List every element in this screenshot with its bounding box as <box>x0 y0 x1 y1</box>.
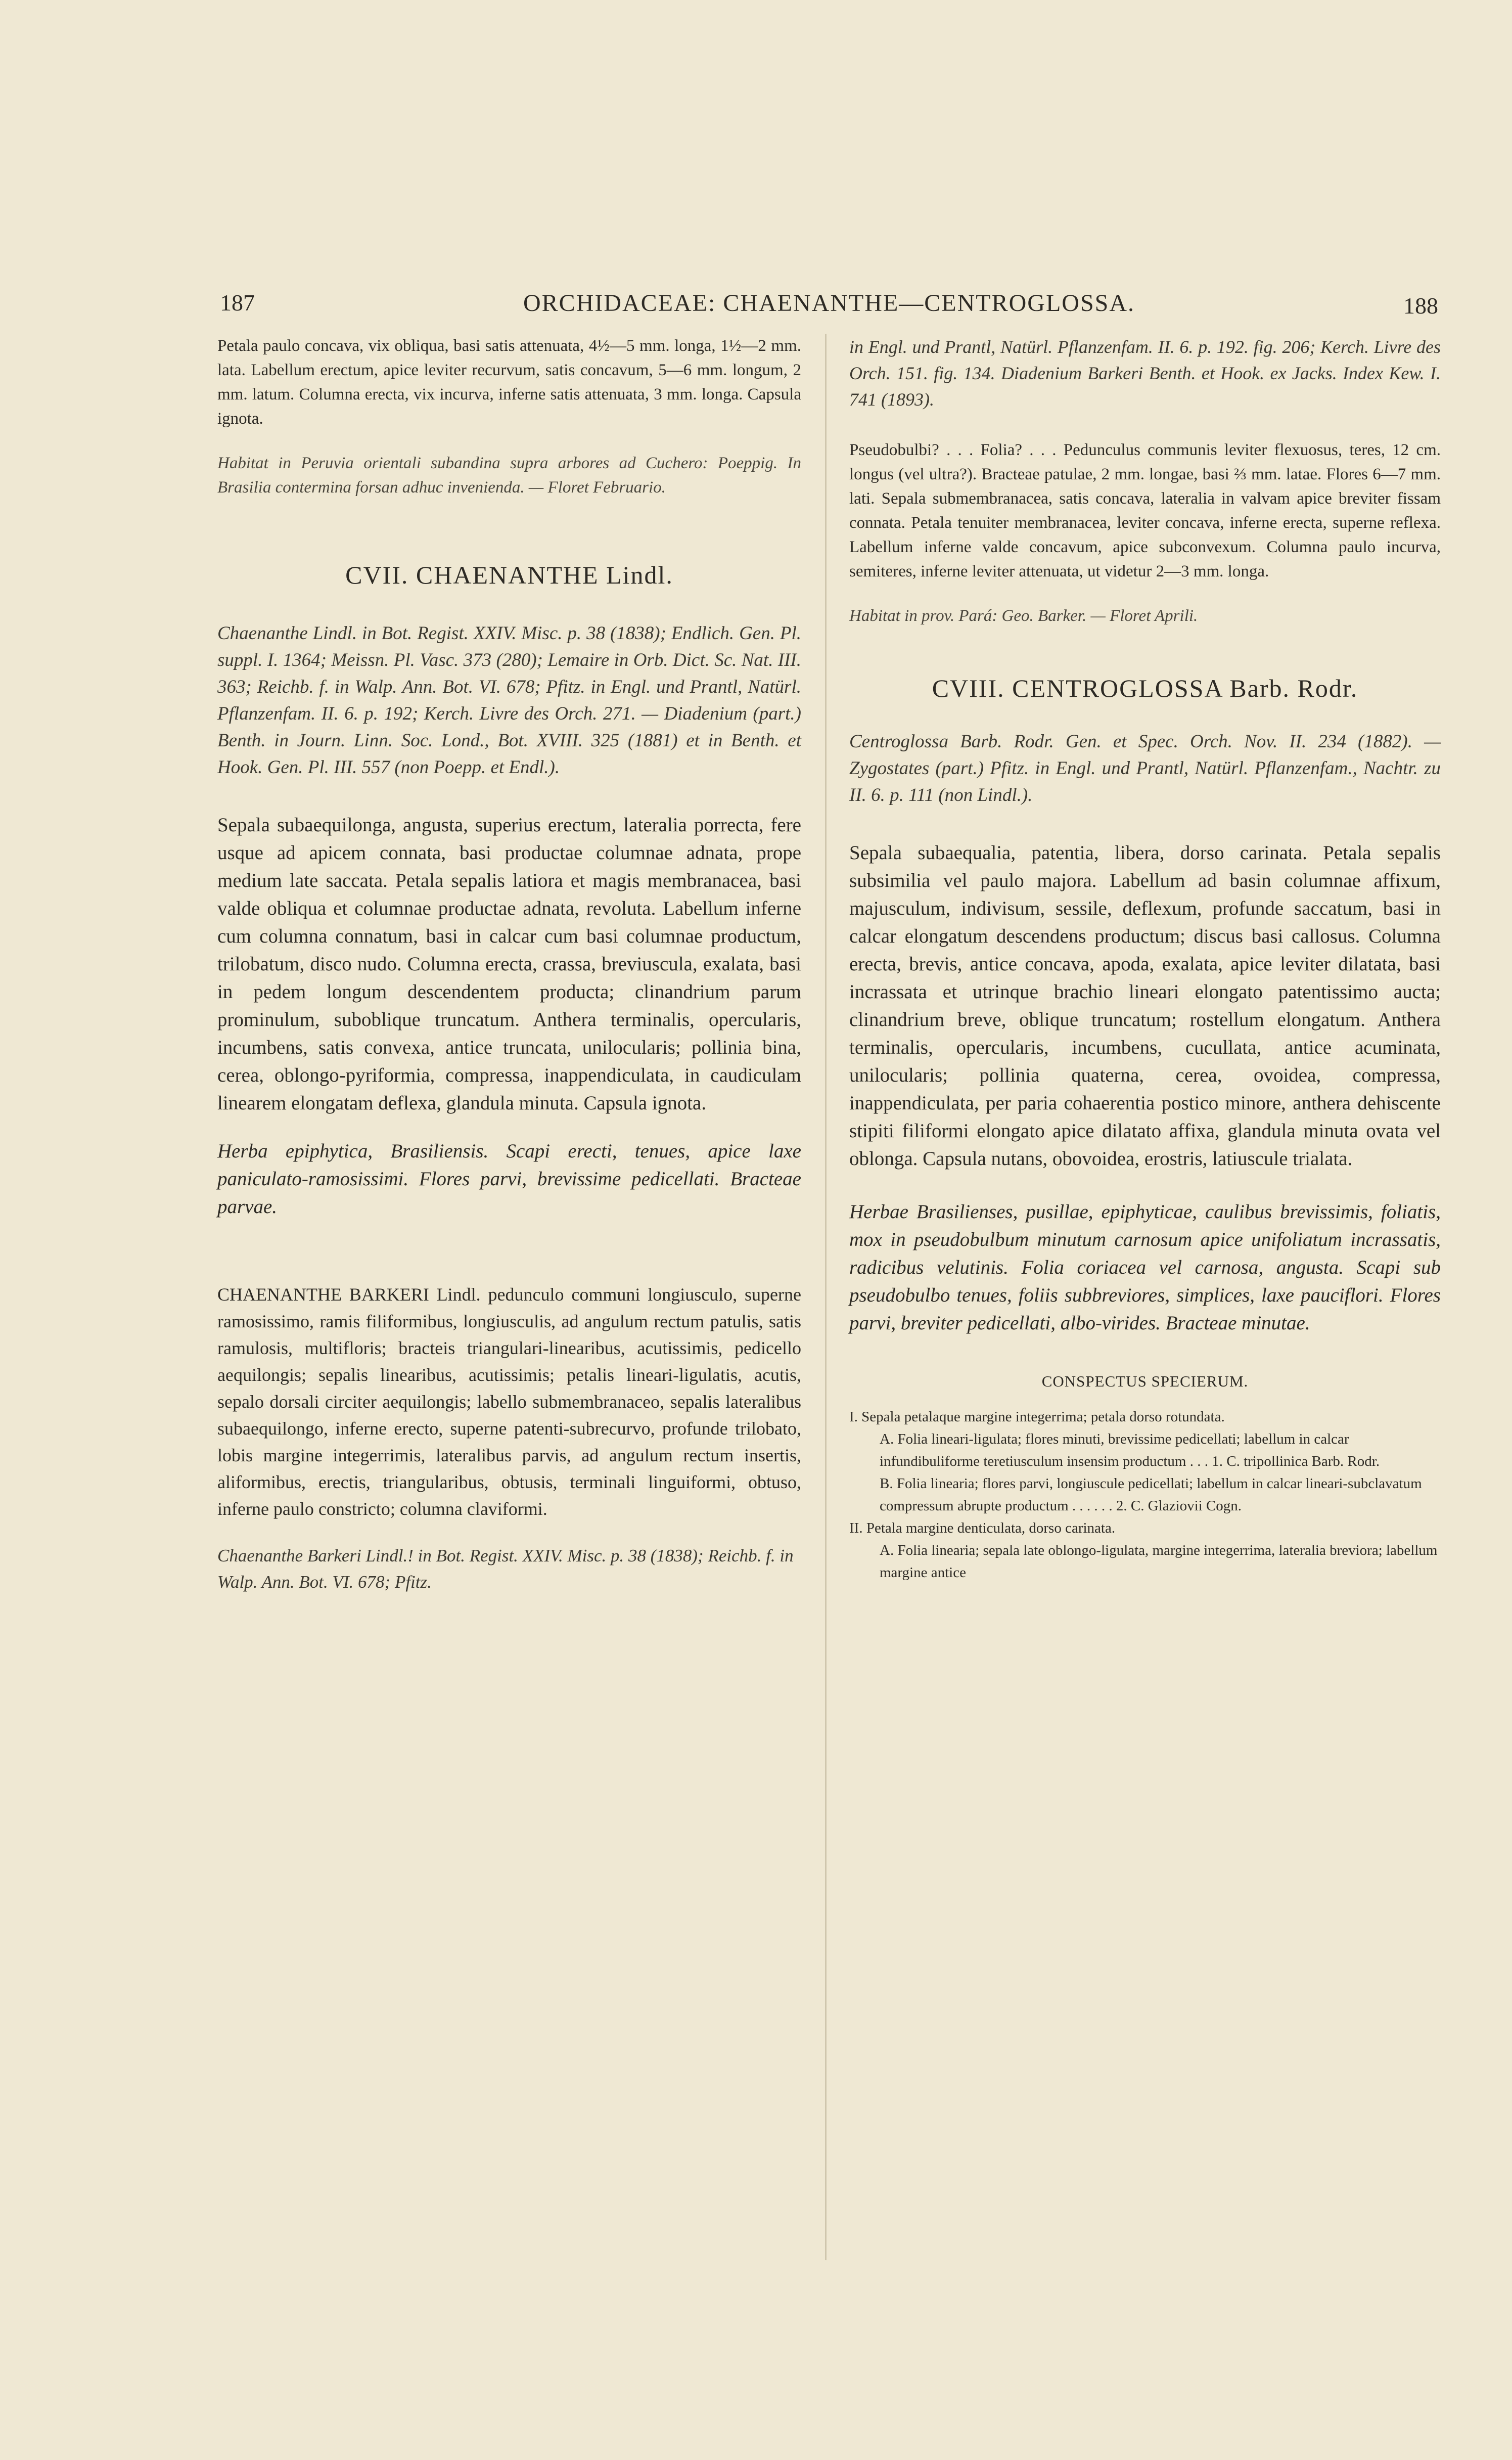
left-column <box>217 334 801 1595</box>
key-line: B. Folia linearia; flores parvi, longiuscule pedicellati; labellum in calcar lineari-subclavatum compressum abrupte productum . . . . . . 2. C. Glaziovii Cogn. <box>880 1475 1422 1514</box>
key-line: I. Sepala petalaque margine integerrima; petala dorso rotundata. <box>849 1409 1225 1425</box>
page-header <box>220 289 1438 325</box>
genus-description: Sepala subaequilonga, angusta, superius erectum, lateralia porrecta, fere usque ad apicem connata, basi productae columnae adnata, prope medium late saccata. Petala sepalis latiora et magis membranacea, basi valde obliqua et columnae productae adnata, revoluta. Labellum inferne cum columna connatum, basi in calcar cum basi columnae productum, trilobatum, disco nudo. Columna erecta, crassa, breviuscula, exalata, basi in pedem longum descendentem producta; clinandrium parum prominulum, suboblique truncatum. Anthera terminalis, opercularis, incumbens, satis convexa, antice truncata, unilocularis; pollinia bina, cerea, oblongo-pyriformia, compressa, inappendiculata, in caudiculam linearem elongatam deflexa, glandula minuta. Capsula ignota. <box>217 814 801 1114</box>
key-line: A. Folia lineari-ligulata; flores minuti, brevissime pedicellati; labellum in calcar infundibuliforme teretiusculum insensim productum . . . 1. C. tripollinica Barb. Rodr. <box>880 1431 1380 1469</box>
previous-species-description: Petala paulo concava, vix obliqua, basi satis attenuata, 4½—5 mm. longa, 1½—2 mm. lata. Labellum erectum, apice leviter recurvum, satis concavum, 5—6 mm. longum, 2 mm. latum. Columna erecta, vix incurva, inferne satis attenuata, 3 mm. longa. Capsula ignota. <box>217 337 801 428</box>
continued-references: in Engl. und Prantl, Natürl. Pflanzenfam. II. 6. p. 192. fig. 206; Kerch. Livre des Orch. 151. fig. 134. Diadenium Barkeri Benth. et Hook. ex Jacks. Index Kew. I. 741 (1893). <box>849 337 1441 410</box>
column-divider <box>825 334 827 2260</box>
species-habitat: Habitat in prov. Pará: Geo. Barker. — Floret Aprili. <box>849 607 1198 625</box>
key-line: II. Petala margine denticulata, dorso carinata. <box>849 1520 1116 1536</box>
genus-habit: Herba epiphytica, Brasiliensis. Scapi erecti, tenues, apice laxe paniculato-ramosissimi. Flores parvi, brevissime pedicellati. Bracteae parvae. <box>217 1140 801 1218</box>
centroglossa-references: Centroglossa Barb. Rodr. Gen. et Spec. Orch. Nov. II. 234 (1882). — Zygostates (part.) Pfitz. in Engl. und Prantl, Natürl. Pflanzenfam., Nachtr. zu II. 6. p. 111 (non Lindl.). <box>849 731 1441 806</box>
species-measurements: Pseudobulbi? . . . Folia? . . . Pedunculus communis leviter flexuosus, teres, 12 cm. longus (vel ultra?). Bracteae patulae, 2 mm. longae, basi ⅔ mm. latae. Flores 6—7 mm. lati. Sepala submembranacea, satis concava, lateralia in valvam apice breviter fissam connata. Petala tenuiter membranacea, leviter concava, inferne erecta, superne reflexa. Labellum inferne valde concavum, apice subconvexum. Columna paulo incurva, semiteres, inferne leviter attenuata, ut videtur 2—3 mm. longa. <box>849 441 1441 580</box>
centroglossa-description: Sepala subaequalia, patentia, libera, dorso carinata. Petala sepalis subsimilia vel paulo majora. Labellum ad basin columnae affixum, majusculum, indivisum, sessile, deflexum, profunde saccatum, basi in calcar elongatum descendens productum; discus basi callosus. Columna erecta, brevis, antice concava, apoda, exalata, apice leviter dilatata, basi incrassata et utrinque brachio lineari elongato patentissimo aucta; clinandrium breve, oblique truncatum; rostellum elongatum. Anthera terminalis, opercularis, incumbens, cucullata, antice acuminata, unilocularis; pollinia quaterna, cerea, ovoidea, compressa, inappendiculata, per paria cohaerentia postico minore, anthera dehiscente stipiti filiformi elongato apice dilatato affixa, glandula minuta ovata vel oblonga. Capsula nutans, obovoidea, erostris, latiuscule trialata. <box>849 842 1441 1170</box>
genus-heading-centroglossa: CVIII. CENTROGLOSSA Barb. Rodr. <box>932 674 1358 702</box>
species-references: Chaenanthe Barkeri Lindl.! in Bot. Regist. XXIV. Misc. p. 38 (1838); Reichb. f. in Walp. Ann. Bot. VI. 678; Pfitz. <box>217 1546 794 1592</box>
species-key <box>849 1406 1441 1584</box>
genus-references: Chaenanthe Lindl. in Bot. Regist. XXIV. Misc. p. 38 (1838); Endlich. Gen. Pl. suppl. I. 1364; Meissn. Pl. Vasc. 373 (280); Lemaire in Orb. Dict. Sc. Nat. III. 363; Reichb. f. in Walp. Ann. Bot. VI. 678; Pfitz. in Engl. und Prantl, Natürl. Pflanzenfam. II. 6. p. 192; Kerch. Livre des Orch. 271. — Diadenium (part.) Benth. in Journ. Linn. Soc. Lond., Bot. XVIII. 325 (1881) et in Benth. et Hook. Gen. Pl. III. 557 (non Poepp. et Endl.). <box>217 623 801 778</box>
centroglossa-habit: Herbae Brasilienses, pusillae, epiphyticae, caulibus brevissimis, foliatis, mox in pseudobulbum minutum carnosum apice unifoliatum incrassatis, radicibus velutinis. Folia coriacea vel carnosa, angusta. Scapi sub pseudobulbo tenues, foliis subbreviores, simplices, laxe pauciflori. Flores parvi, breviter pedicellati, albo-virides. Bracteae minutae. <box>849 1201 1441 1334</box>
key-line: A. Folia linearia; sepala late oblongo-ligulata, margine integerrima, lateralia breviora; labellum margine antice <box>880 1542 1438 1581</box>
page-number-left: 187 <box>220 290 255 316</box>
previous-species-habitat: Habitat in Peruvia orientali subandina supra arbores ad Cuchero: Poeppig. In Brasilia contermina forsan adhuc invenienda. — Floret Februario. <box>217 454 801 497</box>
genus-heading-chaenanthe: CVII. CHAENANTHE Lindl. <box>345 561 673 589</box>
page-number-right: 188 <box>1403 293 1438 319</box>
species-description-barkeri: CHAENANTHE BARKERI Lindl. pedunculo communi longiusculo, superne ramosissimo, ramis filiformibus, longiusculis, ad angulum rectum patulis, satis ramulosis, multifloris; bracteis triangulari-linearibus, acutissimis, pedicello aequilongis; sepalis linearibus, acutissimis; petalis lineari-ligulatis, acutis, sepalo dorsali circiter aequilongis; labello submembranaceo, sepalis lateralibus subaequilongo, inferne erecto, superne patenti-subrecurvo, profunde trilobato, lobis margine integerrimis, lateralibus parvis, ad angulum rectum insertis, aliformibus, erectis, triangularibus, obtusis, terminali linguiformi, obtuso, inferne paulo constricto; columna claviformi. <box>217 1284 801 1519</box>
right-column <box>849 334 1441 1584</box>
running-title: ORCHIDACEAE: CHAENANTHE—CENTROGLOSSA. <box>523 290 1135 317</box>
conspectus-title: CONSPECTUS SPECIERUM. <box>1041 1372 1249 1390</box>
